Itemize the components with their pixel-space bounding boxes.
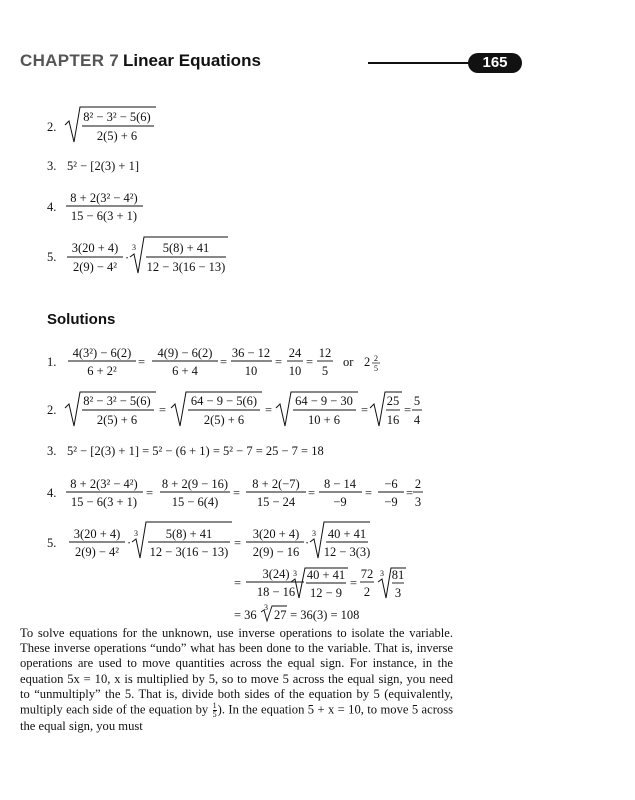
solution-5-line-2: [234, 567, 406, 600]
svg-text:8 + 2(9 − 16): 8 + 2(9 − 16): [161, 477, 229, 491]
svg-text:15 − 6(3 + 1): 15 − 6(3 + 1): [70, 495, 138, 509]
svg-text:5² − [2(3) + 1] = 5² − (6 + 1): 5² − [2(3) + 1] = 5² − (6 + 1) = 5² − 7 = 25 − 7 = 18: [67, 444, 324, 458]
svg-text:= 36(3) = 108: = 36(3) = 108: [287, 608, 360, 622]
svg-text:40 + 41: 40 + 41: [327, 527, 367, 541]
svg-text:=: =: [308, 486, 316, 500]
svg-text:=: =: [159, 403, 167, 417]
svg-text:3: 3: [380, 569, 384, 578]
paragraph-text: To solve equations for the unknown, use inverse operations to isolate the variable. These inverse operations “undo” what has been done to the variable. That is, inverse operations are used to move quantities across the equal sign. For instance, in the equation 5x = 10, x is multiplied by 5, so to move 5 across the equal sign, you need to “unmultiply” the 5. That is, divide both sides of the equation by 5 (equivalently, multiply each side of the equation by: [20, 626, 453, 717]
solution-4: [47, 477, 423, 509]
svg-text:64 − 9 − 30: 64 − 9 − 30: [295, 394, 353, 408]
svg-text:−9: −9: [333, 495, 347, 509]
radicand-numerator: 8² − 3² − 5(6): [83, 110, 151, 124]
chapter-label: CHAPTER 7: [20, 51, 120, 70]
fraction-denominator: 2(9) − 4²: [72, 260, 118, 274]
svg-text:6 + 2²: 6 + 2²: [87, 364, 117, 378]
svg-text:3(20 + 4): 3(20 + 4): [252, 527, 300, 541]
svg-text:8 − 14: 8 − 14: [323, 477, 357, 491]
svg-text:2: 2: [363, 585, 371, 599]
svg-text:12 − 9: 12 − 9: [309, 586, 343, 600]
svg-text:81: 81: [391, 568, 405, 582]
svg-text:12 − 3(16 − 13): 12 − 3(16 − 13): [149, 545, 229, 559]
svg-text:3: 3: [394, 586, 402, 600]
svg-text:3(24): 3(24): [262, 567, 290, 581]
svg-text:6 + 4: 6 + 4: [172, 364, 198, 378]
svg-text:3: 3: [293, 569, 297, 578]
solution-number: 2.: [47, 403, 57, 417]
svg-text:3: 3: [264, 603, 268, 612]
svg-text:5: 5: [374, 364, 378, 373]
svg-text:27: 27: [274, 608, 287, 622]
svg-text:4(9) − 6(2): 4(9) − 6(2): [157, 346, 213, 360]
svg-text:−9: −9: [384, 495, 398, 509]
svg-text:64 − 9 − 5(6): 64 − 9 − 5(6): [190, 394, 258, 408]
svg-text:=: =: [350, 576, 358, 590]
svg-text:3: 3: [134, 529, 138, 538]
svg-text:8 + 2(−7): 8 + 2(−7): [252, 477, 300, 491]
svg-text:2(9) − 4²: 2(9) − 4²: [74, 545, 120, 559]
svg-text:5: 5: [413, 394, 421, 408]
problem-expression: 5² − [2(3) + 1]: [67, 159, 139, 173]
svg-text:4: 4: [413, 413, 421, 427]
svg-text:2(9) − 16: 2(9) − 16: [252, 545, 300, 559]
svg-text:=: =: [220, 355, 228, 369]
svg-text:3: 3: [414, 495, 422, 509]
svg-text:8² − 3² − 5(6): 8² − 3² − 5(6): [83, 394, 151, 408]
svg-text:=: =: [275, 355, 283, 369]
problem-number: 3.: [47, 159, 57, 173]
solution-2: [47, 392, 422, 427]
svg-text:15 − 6(4): 15 − 6(4): [171, 495, 219, 509]
root-denominator: 12 − 3(16 − 13): [146, 260, 226, 274]
svg-text:72: 72: [360, 567, 374, 581]
svg-text:2(5) + 6: 2(5) + 6: [203, 413, 245, 427]
denominator: 15 − 6(3 + 1): [70, 209, 138, 223]
svg-text:=: =: [265, 403, 273, 417]
svg-text:−6: −6: [384, 477, 398, 491]
solution-number: 3.: [47, 444, 57, 458]
svg-text:5: 5: [321, 364, 329, 378]
dot: ·: [125, 251, 130, 265]
svg-text:24: 24: [288, 346, 302, 360]
svg-text:=: =: [234, 536, 242, 550]
body-paragraph: [20, 626, 453, 734]
chapter-title: Linear Equations: [123, 51, 261, 70]
svg-text:36 − 12: 36 − 12: [231, 346, 271, 360]
svg-text:8 + 2(3² − 4²): 8 + 2(3² − 4²): [70, 477, 138, 491]
solution-number: 1.: [47, 355, 57, 369]
numerator: 8 + 2(3² − 4²): [70, 191, 138, 205]
root-numerator: 5(8) + 41: [162, 241, 210, 255]
svg-text:=: =: [146, 486, 154, 500]
svg-text:=: =: [361, 403, 369, 417]
solution-5-line-3: [234, 603, 359, 622]
problem-number: 2.: [47, 120, 57, 134]
solution-1: [47, 346, 380, 378]
svg-text:2: 2: [414, 477, 422, 491]
svg-text:2(5) + 6: 2(5) + 6: [96, 413, 138, 427]
solution-3: [47, 444, 324, 458]
inline-fraction: $\frac{1}{5}$: [212, 701, 217, 720]
solution-number: 5.: [47, 536, 57, 550]
svg-text:12: 12: [318, 346, 332, 360]
svg-text:3(20 + 4): 3(20 + 4): [73, 527, 121, 541]
paragraph-tail: ). In the equation 5 + x = 10, to move 5 across the equal sign, you must: [20, 702, 454, 734]
svg-text:16: 16: [386, 413, 400, 427]
svg-text:5(8) + 41: 5(8) + 41: [165, 527, 213, 541]
fraction-numerator: 3(20 + 4): [71, 241, 119, 255]
problem-5: [47, 237, 228, 274]
svg-text:·: ·: [305, 536, 310, 550]
svg-text:=: =: [365, 486, 373, 500]
solution-number: 4.: [47, 486, 57, 500]
svg-text:40 + 41: 40 + 41: [306, 568, 346, 582]
svg-text:25: 25: [386, 394, 400, 408]
svg-text:2: 2: [364, 355, 371, 369]
svg-text:=: =: [138, 355, 146, 369]
svg-text:3: 3: [312, 529, 316, 538]
svg-text:2: 2: [374, 354, 378, 363]
problem-4: [47, 191, 143, 223]
svg-text:10 + 6: 10 + 6: [307, 413, 341, 427]
svg-text:=: =: [234, 576, 242, 590]
svg-text:=: =: [233, 486, 241, 500]
page-number-badge: 165: [468, 53, 522, 73]
svg-text:10: 10: [288, 364, 302, 378]
svg-text:10: 10: [244, 364, 258, 378]
problem-2: [47, 107, 156, 143]
svg-text:4(3²) − 6(2): 4(3²) − 6(2): [72, 346, 132, 360]
problem-3: [47, 159, 139, 173]
svg-text:or: or: [343, 355, 354, 369]
problem-number: 5.: [47, 250, 57, 264]
radicand-denominator: 2(5) + 6: [96, 129, 138, 143]
root-index: 3: [132, 243, 136, 252]
svg-text:= 36: = 36: [234, 608, 257, 622]
svg-text:·: ·: [127, 536, 132, 550]
svg-text:18 − 16: 18 − 16: [256, 585, 296, 599]
solutions-heading: Solutions: [47, 311, 116, 328]
svg-text:=: =: [404, 403, 412, 417]
svg-text:=: =: [306, 355, 314, 369]
svg-text:15 − 24: 15 − 24: [256, 495, 296, 509]
problem-number: 4.: [47, 200, 57, 214]
svg-text:=: =: [406, 486, 414, 500]
svg-text:12 − 3(3): 12 − 3(3): [323, 545, 371, 559]
solution-5: [47, 522, 370, 559]
